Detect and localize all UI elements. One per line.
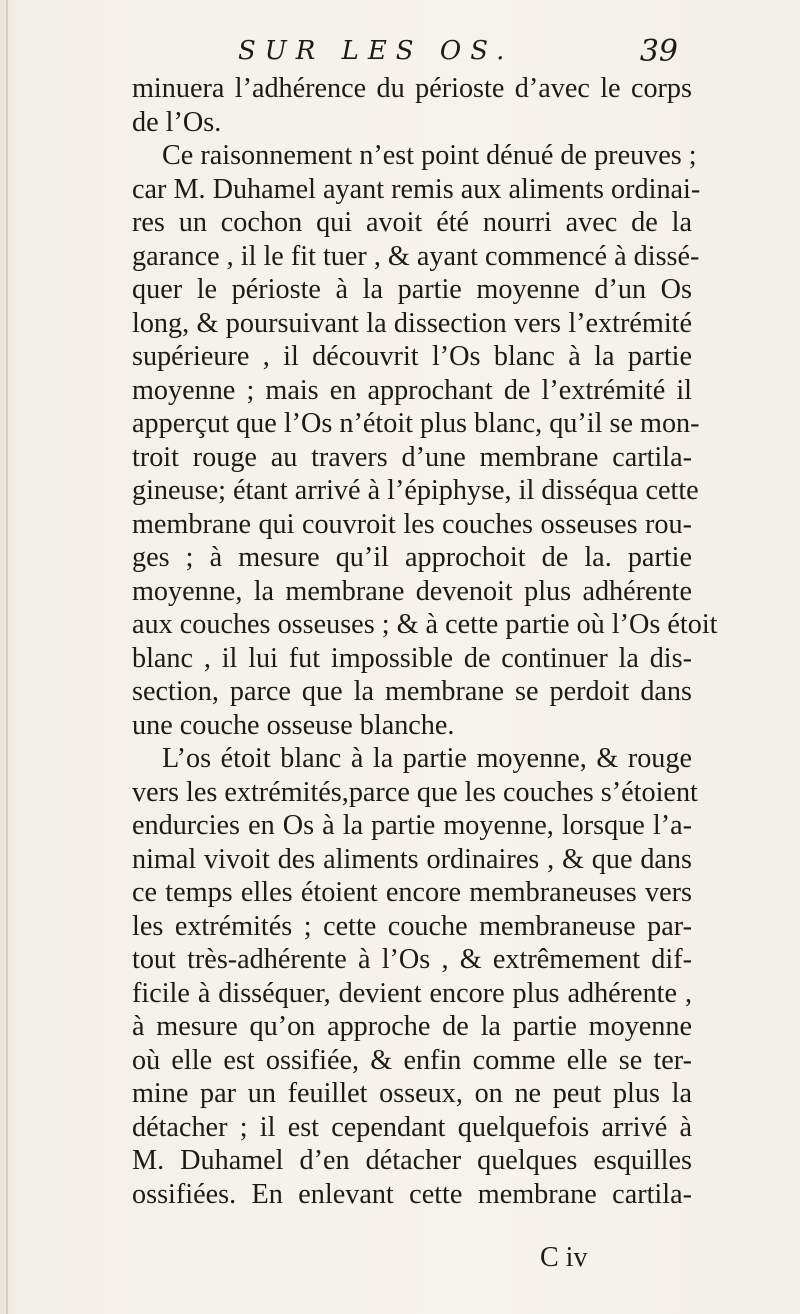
text-line: nimal vivoit des aliments ordinaires , & que dans	[132, 843, 692, 875]
text-line: à mesure qu’on approche de la partie moyenne	[132, 1011, 692, 1042]
text-line: res un cochon qui avoit été nourri avec de la	[132, 207, 692, 238]
gutter-shadow	[6, 0, 8, 1314]
text-line: M. Duhamel d’en détacher quelques esquilles	[132, 1145, 692, 1176]
text-line: garance , il le fit tuer , & ayant commencé à dissé-	[132, 240, 700, 272]
text-line: endurcies en Os à la partie moyenne, lorsque l’a-	[132, 810, 692, 841]
text-line: tout très-adhérente à l’Os , & extrêmement dif-	[132, 944, 692, 975]
text-line: où elle est ossifiée, & enfin comme elle se ter-	[132, 1044, 692, 1076]
paragraph-3	[132, 742, 698, 1211]
text-line: supérieure , il découvrit l’Os blanc à la partie	[132, 341, 692, 372]
text-line: ficile à disséquer, devient encore plus adhérente ,	[132, 977, 692, 1009]
page-header	[238, 34, 678, 74]
text-line: L’os étoit blanc à la partie moyenne, & rouge	[162, 743, 692, 774]
text-line: ossifiées. En enlevant cette membrane cartila-	[132, 1178, 692, 1210]
text-line: blanc , il lui fut impossible de continuer la dis-	[132, 642, 692, 674]
text-line: quer le périoste à la partie moyenne d’un Os	[132, 274, 692, 305]
paragraph-1	[132, 72, 692, 139]
page-number: 39	[639, 34, 678, 69]
text-line: membrane qui couvroit les couches osseuses rou-	[132, 508, 692, 540]
text-line: gineuse; étant arrivé à l’épiphyse, il disséqua cette	[132, 475, 699, 506]
text-line: de l’Os.	[132, 106, 222, 138]
text-line: Ce raisonnement n’est point dénué de preuves ;	[162, 140, 697, 171]
text-line: ce temps elles étoient encore membraneuses vers	[132, 877, 692, 908]
text-line: moyenne, la membrane devenoit plus adhérente	[132, 575, 692, 607]
text-line: troit rouge au travers d’une membrane cartila-	[132, 441, 692, 473]
text-line: apperçut que l’Os n’étoit plus blanc, qu’il se mon-	[132, 408, 700, 439]
body-text	[132, 72, 718, 1211]
running-head: SUR LES OS.	[238, 36, 514, 66]
text-line: long, & poursuivant la dissection vers l’extrémité	[132, 307, 692, 339]
text-line: mine par un feuillet osseux, on ne peut plus la	[132, 1078, 692, 1109]
text-line: minuera l’adhérence du périoste d’avec le corps	[132, 73, 692, 104]
paragraph-2	[132, 139, 718, 742]
text-line: aux couches osseuses ; & à cette partie où l’Os étoit	[132, 609, 718, 640]
signature-mark: C iv	[540, 1242, 588, 1273]
text-line: moyenne ; mais en approchant de l’extrémité il	[132, 374, 692, 406]
text-line: ges ; à mesure qu’il approchoit de la. partie	[132, 542, 692, 573]
text-line: car M. Duhamel ayant remis aux aliments ordinai-	[132, 173, 701, 205]
text-line: une couche osseuse blanche.	[132, 709, 455, 741]
text-line: section, parce que la membrane se perdoit dans	[132, 676, 692, 707]
text-line: les extrémités ; cette couche membraneuse par-	[132, 910, 692, 942]
text-line: détacher ; il est cependant quelquefois arrivé à	[132, 1111, 692, 1143]
text-line: vers les extrémités,parce que les couches s’étoient	[132, 776, 698, 808]
